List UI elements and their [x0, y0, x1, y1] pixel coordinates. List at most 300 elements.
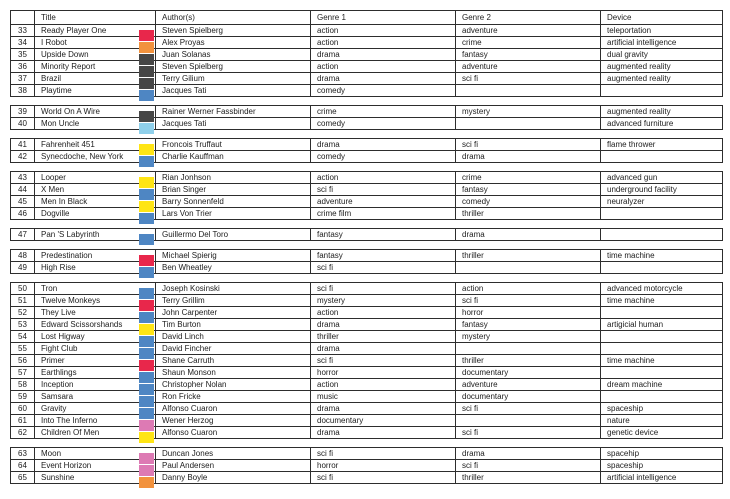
title-text: Men In Black: [41, 196, 88, 206]
header-title: Title: [35, 11, 156, 25]
title-text: Edward Scissorshands: [41, 319, 123, 329]
cell-title: [35, 172, 156, 184]
cell-title: [35, 448, 156, 460]
cell-author: Michael Spierig: [156, 250, 311, 262]
row-number: 39: [11, 106, 35, 118]
row-number: 36: [11, 61, 35, 73]
cell-author: Alfonso Cuaron: [156, 403, 311, 415]
title-text: Twelve Monkeys: [41, 295, 101, 305]
table-row: [11, 355, 723, 367]
table-row: [11, 37, 723, 49]
cell-device: time machine: [601, 250, 723, 262]
table-row: [11, 25, 723, 37]
row-number: 55: [11, 343, 35, 355]
cell-author: Shaun Monson: [156, 367, 311, 379]
table-section: [10, 10, 723, 97]
pink-color-swatch: [139, 420, 154, 431]
cell-author: Alex Proyas: [156, 37, 311, 49]
gray-color-swatch: [139, 78, 154, 89]
cell-author: Shane Carruth: [156, 355, 311, 367]
cell-genre2: fantasy: [456, 49, 601, 61]
cell-genre1: horror: [311, 367, 456, 379]
row-number: 63: [11, 448, 35, 460]
title-text: Into The Inferno: [41, 415, 98, 425]
cell-device: teleportation: [601, 25, 723, 37]
title-text: Minority Report: [41, 61, 96, 71]
yellow-color-swatch: [139, 201, 154, 212]
row-number: 37: [11, 73, 35, 85]
table-row: [11, 295, 723, 307]
cell-genre1: crime film: [311, 208, 456, 220]
cell-device: [601, 151, 723, 163]
cell-author: Terry Grillim: [156, 295, 311, 307]
cell-genre2: sci fi: [456, 295, 601, 307]
row-number: 48: [11, 250, 35, 262]
cell-genre1: documentary: [311, 415, 456, 427]
title-text: Ready Player One: [41, 25, 107, 35]
section-gap: [10, 220, 722, 228]
cell-genre1: comedy: [311, 118, 456, 130]
table-row: [11, 262, 723, 274]
table-row: [11, 184, 723, 196]
cell-device: nature: [601, 415, 723, 427]
orange-color-swatch: [139, 42, 154, 53]
cell-device: dream machine: [601, 379, 723, 391]
header-authors: Author(s): [156, 11, 311, 25]
row-number: 35: [11, 49, 35, 61]
row-number: 57: [11, 367, 35, 379]
yellow-color-swatch: [139, 432, 154, 443]
table-section: [10, 105, 723, 130]
cell-genre2: horror: [456, 307, 601, 319]
lightblue-color-swatch: [139, 123, 154, 134]
blue-color-swatch: [139, 288, 154, 299]
row-number: 61: [11, 415, 35, 427]
cell-genre2: thriller: [456, 472, 601, 484]
cell-author: Ron Fricke: [156, 391, 311, 403]
cell-title: [35, 229, 156, 241]
blue-color-swatch: [139, 156, 154, 167]
row-number: 45: [11, 196, 35, 208]
row-number: 62: [11, 427, 35, 439]
table-row: [11, 283, 723, 295]
row-number: 47: [11, 229, 35, 241]
cell-title: [35, 355, 156, 367]
cell-title: [35, 151, 156, 163]
cell-genre1: horror: [311, 460, 456, 472]
title-text: Playtime: [41, 85, 72, 95]
table-row: [11, 343, 723, 355]
gray-color-swatch: [139, 111, 154, 122]
title-text: X Men: [41, 184, 65, 194]
row-number: 41: [11, 139, 35, 151]
cell-title: [35, 139, 156, 151]
cell-device: underground facility: [601, 184, 723, 196]
cell-genre2: [456, 262, 601, 274]
cell-genre2: adventure: [456, 25, 601, 37]
cell-genre2: action: [456, 283, 601, 295]
cell-title: [35, 49, 156, 61]
cell-genre1: sci fi: [311, 355, 456, 367]
cell-author: Duncan Jones: [156, 448, 311, 460]
cell-genre1: sci fi: [311, 262, 456, 274]
blue-color-swatch: [139, 384, 154, 395]
cell-genre1: drama: [311, 319, 456, 331]
title-text: Upside Down: [41, 49, 89, 59]
section-gap: [10, 439, 722, 447]
cell-genre2: [456, 343, 601, 355]
cell-genre1: comedy: [311, 151, 456, 163]
title-text: Event Horizon: [41, 460, 92, 470]
row-number: 52: [11, 307, 35, 319]
cell-author: Terry Gilium: [156, 73, 311, 85]
cell-genre2: crime: [456, 37, 601, 49]
orange-color-swatch: [139, 477, 154, 488]
cell-title: [35, 250, 156, 262]
cell-genre2: thriller: [456, 355, 601, 367]
cell-device: spaceship: [601, 403, 723, 415]
table-section: [10, 249, 723, 274]
red-color-swatch: [139, 300, 154, 311]
cell-genre1: drama: [311, 49, 456, 61]
cell-genre1: sci fi: [311, 448, 456, 460]
table-section: [10, 447, 723, 484]
table-row: [11, 151, 723, 163]
yellow-color-swatch: [139, 177, 154, 188]
red-color-swatch: [139, 255, 154, 266]
cell-genre2: documentary: [456, 367, 601, 379]
cell-device: spacehip: [601, 448, 723, 460]
cell-title: [35, 460, 156, 472]
cell-device: artificial intelligence: [601, 37, 723, 49]
cell-device: genetic device: [601, 427, 723, 439]
cell-genre2: adventure: [456, 379, 601, 391]
cell-device: time machine: [601, 295, 723, 307]
cell-author: Froncois Truffaut: [156, 139, 311, 151]
title-text: Sunshine: [41, 472, 75, 482]
cell-genre2: adventure: [456, 61, 601, 73]
title-text: World On A Wire: [41, 106, 100, 116]
cell-author: Tim Burton: [156, 319, 311, 331]
cell-author: Jacques Tati: [156, 118, 311, 130]
cell-device: [601, 262, 723, 274]
row-number: 65: [11, 472, 35, 484]
cell-title: [35, 307, 156, 319]
section-gap: [10, 97, 722, 105]
title-text: Gravity: [41, 403, 67, 413]
cell-author: Jacques Tati: [156, 85, 311, 97]
table-row: [11, 331, 723, 343]
row-number: 60: [11, 403, 35, 415]
blue-color-swatch: [139, 408, 154, 419]
table-row: [11, 472, 723, 484]
cell-genre1: mystery: [311, 295, 456, 307]
cell-title: [35, 37, 156, 49]
table-row: [11, 85, 723, 97]
table-row: [11, 139, 723, 151]
title-text: Samsara: [41, 391, 74, 401]
table-row: [11, 307, 723, 319]
header-row: [11, 11, 723, 25]
cell-title: [35, 427, 156, 439]
cell-device: flame thrower: [601, 139, 723, 151]
table-row: [11, 172, 723, 184]
table-row: [11, 61, 723, 73]
yellow-color-swatch: [139, 324, 154, 335]
cell-genre2: crime: [456, 172, 601, 184]
cell-genre2: drama: [456, 448, 601, 460]
row-number: 34: [11, 37, 35, 49]
cell-title: [35, 367, 156, 379]
cell-genre2: sci fi: [456, 139, 601, 151]
cell-device: augmented reality: [601, 106, 723, 118]
cell-title: [35, 295, 156, 307]
cell-device: [601, 391, 723, 403]
table-row: [11, 118, 723, 130]
cell-author: Alfonso Cuaron: [156, 427, 311, 439]
cell-genre1: action: [311, 37, 456, 49]
table-row: [11, 73, 723, 85]
row-number: 33: [11, 25, 35, 37]
cell-genre2: comedy: [456, 196, 601, 208]
row-number: 64: [11, 460, 35, 472]
cell-device: spaceship: [601, 460, 723, 472]
title-text: Earthlings: [41, 367, 77, 377]
title-text: Pan 'S Labyrinth: [41, 229, 100, 239]
cell-genre2: fantasy: [456, 184, 601, 196]
cell-genre2: sci fi: [456, 403, 601, 415]
cell-title: [35, 118, 156, 130]
row-number: 58: [11, 379, 35, 391]
section-gap: [10, 274, 722, 282]
row-number: 59: [11, 391, 35, 403]
yellow-color-swatch: [139, 144, 154, 155]
title-text: Predestination: [41, 250, 93, 260]
cell-device: [601, 208, 723, 220]
row-number: 54: [11, 331, 35, 343]
table-row: [11, 367, 723, 379]
header-num: [11, 11, 35, 25]
cell-genre2: documentary: [456, 391, 601, 403]
cell-author: Steven Spielberg: [156, 25, 311, 37]
cell-author: John Carpenter: [156, 307, 311, 319]
title-text: Fight Club: [41, 343, 78, 353]
title-text: I Robot: [41, 37, 67, 47]
row-number: 42: [11, 151, 35, 163]
header-device: Device: [601, 11, 723, 25]
red-color-swatch: [139, 360, 154, 371]
table-row: [11, 208, 723, 220]
table-section: [10, 228, 723, 241]
cell-genre1: thriller: [311, 331, 456, 343]
cell-device: [601, 85, 723, 97]
cell-genre1: action: [311, 307, 456, 319]
cell-title: [35, 415, 156, 427]
gray-color-swatch: [139, 66, 154, 77]
cell-device: advanced furniture: [601, 118, 723, 130]
blue-color-swatch: [139, 189, 154, 200]
cell-genre1: sci fi: [311, 472, 456, 484]
blue-color-swatch: [139, 372, 154, 383]
cell-author: Rian Jonhson: [156, 172, 311, 184]
red-color-swatch: [139, 30, 154, 41]
cell-genre2: thriller: [456, 208, 601, 220]
section-gap: [10, 163, 722, 171]
table-section: [10, 171, 723, 220]
title-text: Primer: [41, 355, 65, 365]
table-row: [11, 460, 723, 472]
title-text: Dogville: [41, 208, 70, 218]
cell-title: [35, 283, 156, 295]
row-number: 46: [11, 208, 35, 220]
cell-genre2: sci fi: [456, 427, 601, 439]
row-number: 40: [11, 118, 35, 130]
header-genre2: Genre 2: [456, 11, 601, 25]
row-number: 51: [11, 295, 35, 307]
section-gap: [10, 241, 722, 249]
cell-device: advanced motorcycle: [601, 283, 723, 295]
cell-genre1: comedy: [311, 85, 456, 97]
table-row: [11, 250, 723, 262]
cell-author: Guillermo Del Toro: [156, 229, 311, 241]
header-genre1: Genre 1: [311, 11, 456, 25]
cell-device: [601, 307, 723, 319]
row-number: 56: [11, 355, 35, 367]
title-text: Fahrenheit 451: [41, 139, 95, 149]
cell-genre1: action: [311, 379, 456, 391]
cell-title: [35, 379, 156, 391]
cell-genre1: action: [311, 61, 456, 73]
cell-device: neuralyzer: [601, 196, 723, 208]
cell-genre1: action: [311, 25, 456, 37]
cell-device: artificial intelligence: [601, 472, 723, 484]
table-row: [11, 379, 723, 391]
blue-color-swatch: [139, 90, 154, 101]
movies-table: [10, 10, 722, 484]
blue-color-swatch: [139, 234, 154, 245]
cell-title: [35, 184, 156, 196]
cell-title: [35, 391, 156, 403]
cell-title: [35, 331, 156, 343]
title-text: Brazil: [41, 73, 62, 83]
cell-genre1: drama: [311, 139, 456, 151]
table-section: [10, 282, 723, 439]
title-text: Tron: [41, 283, 58, 293]
cell-title: [35, 106, 156, 118]
row-number: 38: [11, 85, 35, 97]
cell-title: [35, 262, 156, 274]
pink-color-swatch: [139, 453, 154, 464]
title-text: Lost Higway: [41, 331, 85, 341]
cell-title: [35, 25, 156, 37]
cell-author: Charlie Kauffman: [156, 151, 311, 163]
row-number: 44: [11, 184, 35, 196]
table-row: [11, 415, 723, 427]
table-row: [11, 196, 723, 208]
cell-device: artigicial human: [601, 319, 723, 331]
section-gap: [10, 130, 722, 138]
cell-author: Juan Solanas: [156, 49, 311, 61]
cell-title: [35, 472, 156, 484]
cell-genre1: sci fi: [311, 184, 456, 196]
cell-genre1: crime: [311, 106, 456, 118]
table-row: [11, 391, 723, 403]
table-row: [11, 427, 723, 439]
cell-author: Danny Boyle: [156, 472, 311, 484]
gray-color-swatch: [139, 54, 154, 65]
cell-author: David Fincher: [156, 343, 311, 355]
cell-device: augmented reality: [601, 61, 723, 73]
cell-genre2: [456, 415, 601, 427]
table-row: [11, 403, 723, 415]
cell-author: Brian Singer: [156, 184, 311, 196]
blue-color-swatch: [139, 312, 154, 323]
title-text: Looper: [41, 172, 66, 182]
blue-color-swatch: [139, 336, 154, 347]
cell-author: David Linch: [156, 331, 311, 343]
cell-device: [601, 367, 723, 379]
cell-genre1: fantasy: [311, 250, 456, 262]
title-text: Children Of Men: [41, 427, 100, 437]
cell-genre2: fantasy: [456, 319, 601, 331]
cell-title: [35, 85, 156, 97]
cell-genre1: fantasy: [311, 229, 456, 241]
table-row: [11, 229, 723, 241]
cell-genre1: action: [311, 172, 456, 184]
title-text: Inception: [41, 379, 74, 389]
blue-color-swatch: [139, 396, 154, 407]
title-text: Synecdoche, New York: [41, 151, 124, 161]
cell-genre2: thriller: [456, 250, 601, 262]
table-row: [11, 49, 723, 61]
cell-genre1: sci fi: [311, 283, 456, 295]
cell-genre2: drama: [456, 229, 601, 241]
title-text: Mon Uncle: [41, 118, 80, 128]
cell-genre2: sci fi: [456, 73, 601, 85]
row-number: 43: [11, 172, 35, 184]
table-row: [11, 319, 723, 331]
cell-author: Wener Herzog: [156, 415, 311, 427]
title-text: They Live: [41, 307, 76, 317]
cell-genre2: drama: [456, 151, 601, 163]
title-text: High Rise: [41, 262, 76, 272]
row-number: 49: [11, 262, 35, 274]
cell-title: [35, 403, 156, 415]
cell-author: Steven Spielberg: [156, 61, 311, 73]
cell-author: Ben Wheatley: [156, 262, 311, 274]
table-section: [10, 138, 723, 163]
cell-device: [601, 229, 723, 241]
cell-genre1: drama: [311, 403, 456, 415]
pink-color-swatch: [139, 465, 154, 476]
cell-device: [601, 343, 723, 355]
cell-device: time machine: [601, 355, 723, 367]
cell-device: dual gravity: [601, 49, 723, 61]
cell-genre1: drama: [311, 427, 456, 439]
cell-author: Rainer Werner Fassbinder: [156, 106, 311, 118]
table-row: [11, 106, 723, 118]
cell-device: augmented reality: [601, 73, 723, 85]
row-number: 53: [11, 319, 35, 331]
table-row: [11, 448, 723, 460]
blue-color-swatch: [139, 213, 154, 224]
cell-author: Joseph Kosinski: [156, 283, 311, 295]
row-number: 50: [11, 283, 35, 295]
cell-genre2: [456, 85, 601, 97]
cell-genre1: music: [311, 391, 456, 403]
cell-device: advanced gun: [601, 172, 723, 184]
cell-genre2: [456, 118, 601, 130]
